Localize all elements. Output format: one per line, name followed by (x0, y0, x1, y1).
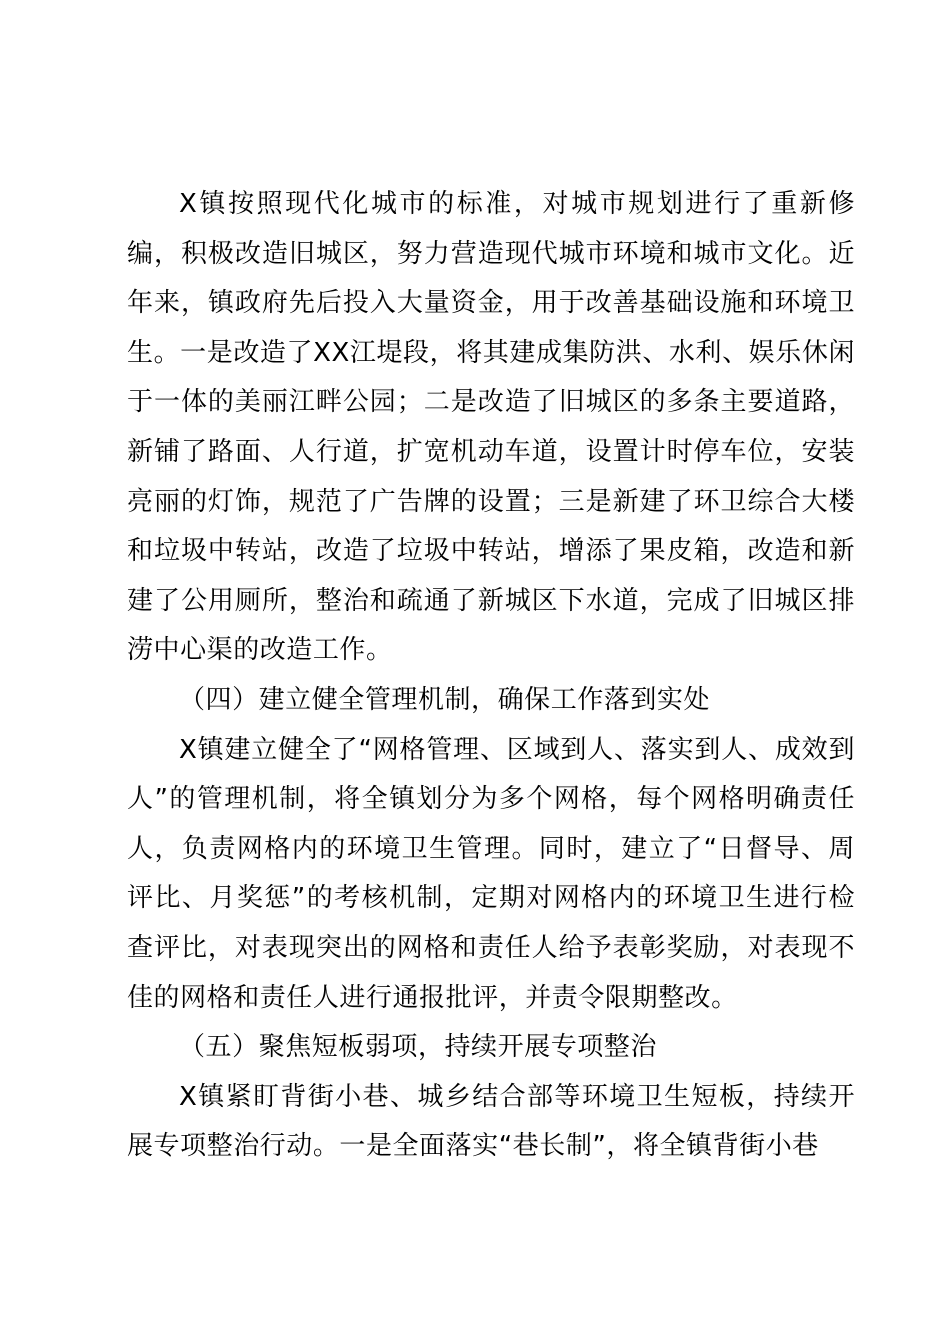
body-paragraph-management-mechanism: X镇建立健全了“网格管理、区域到人、落实到人、成效到人”的管理机制，将全镇划分为多个网格，每个网格明确责任人，负责网格内的环境卫生管理。同时，建立了“日督导、周评比、月奖惩”的考核机制，定期对网格内的环境卫生进行检查评比，对表现突出的网格和责任人给予表彰奖励，对表现不佳的网格和责任人进行通报批评，并责令限期整改。 (127, 734, 855, 1013)
section-heading-5: （五）聚焦短板弱项，持续开展专项整治 (179, 1032, 657, 1063)
body-paragraph-urban-renewal: X镇按照现代化城市的标准，对城市规划进行了重新修编，积极改造旧城区，努力营造现代城市环境和城市文化。近年来，镇政府先后投入大量资金，用于改善基础设施和环境卫生。一是改造了XX江堤段，将其建成集防洪、水利、娱乐休闲于一体的美丽江畔公园；二是改造了旧城区的多条主要道路，新铺了路面、人行道，扩宽机动车道，设置计时停车位，安装亮丽的灯饰，规范了广告牌的设置；三是新建了环卫综合大楼和垃圾中转站，改造了垃圾中转站，增添了果皮箱，改造和新建了公用厕所，整治和疏通了新城区下水道，完成了旧城区排涝中心渠的改造工作。 (127, 189, 855, 666)
body-paragraph-special-rectification: X镇紧盯背街小巷、城乡结合部等环境卫生短板，持续开展专项整治行动。一是全面落实“巷长制”，将全镇背街小巷 (127, 1081, 855, 1162)
document-body (127, 180, 855, 1172)
section-heading-4: （四）建立健全管理机制，确保工作落到实处 (179, 684, 711, 715)
